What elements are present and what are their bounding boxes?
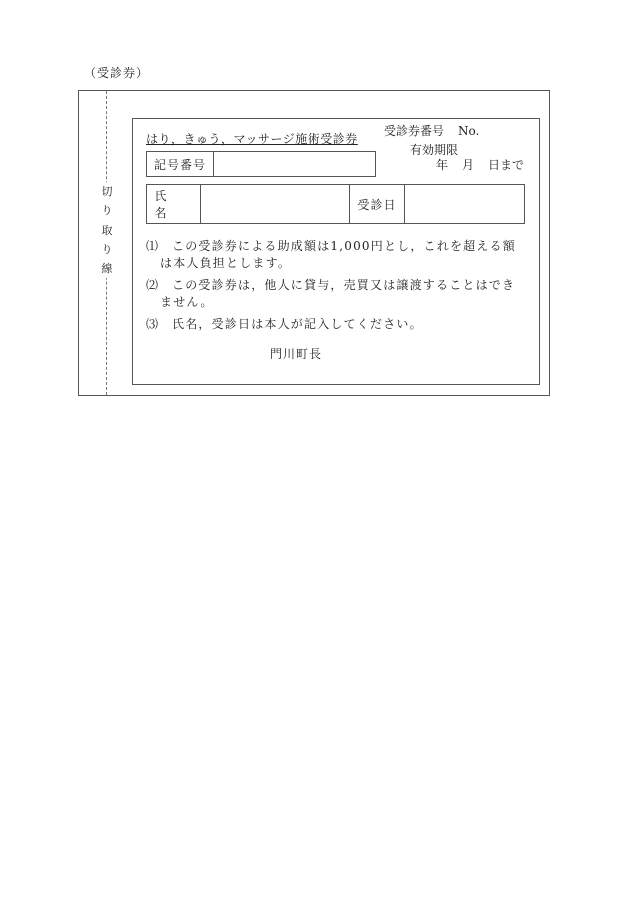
note-text: この受診券は，他人に貸与，売買又は譲渡することはでき <box>172 278 516 292</box>
note-text-continued: は本人負担とします。 <box>160 256 292 270</box>
cut-line-label <box>98 182 116 278</box>
note-number: ⑵ <box>146 278 160 292</box>
ticket-number <box>384 122 479 139</box>
visit-date-field[interactable] <box>405 185 524 223</box>
cut-line-char: 線 <box>101 262 113 275</box>
note-item <box>146 316 532 333</box>
name-field[interactable] <box>201 185 350 223</box>
form-header-label: （受診券） <box>84 66 150 80</box>
note-number: ⑴ <box>146 239 160 253</box>
cut-line-char: り <box>101 204 113 218</box>
validity-date <box>436 156 524 173</box>
ticket-number-no: No. <box>458 124 480 138</box>
note-item <box>146 238 532 272</box>
note-text: 氏名，受診日は本人が記入してください。 <box>172 317 423 331</box>
validity-day: 日まで <box>488 158 525 172</box>
visit-date-label: 受診日 <box>350 185 405 223</box>
cut-line-char: り <box>101 242 113 256</box>
validity-label: 有効期限 <box>410 143 459 157</box>
validity-year: 年 <box>436 158 449 172</box>
name-label: 氏 名 <box>147 185 201 223</box>
note-text-continued: ません。 <box>160 295 214 309</box>
symbol-number-field[interactable] <box>214 152 375 176</box>
note-item <box>146 277 532 311</box>
note-number: ⑶ <box>146 317 160 331</box>
validity-month: 月 <box>462 158 475 172</box>
cut-line-char: 取 <box>101 223 113 237</box>
name-date-box <box>146 184 525 224</box>
symbol-number-label: 記号番号 <box>147 152 214 176</box>
issuer-name: 門川町長 <box>270 347 323 361</box>
ticket-title: はり，きゅう，マッサージ施術受診券 <box>146 132 358 146</box>
ticket-number-label: 受診券番号 <box>384 124 445 138</box>
symbol-number-box <box>146 151 376 177</box>
cut-line-char: 切 <box>101 185 113 198</box>
note-text: この受診券による助成額は1,000円とし，これを超える額 <box>172 239 516 253</box>
